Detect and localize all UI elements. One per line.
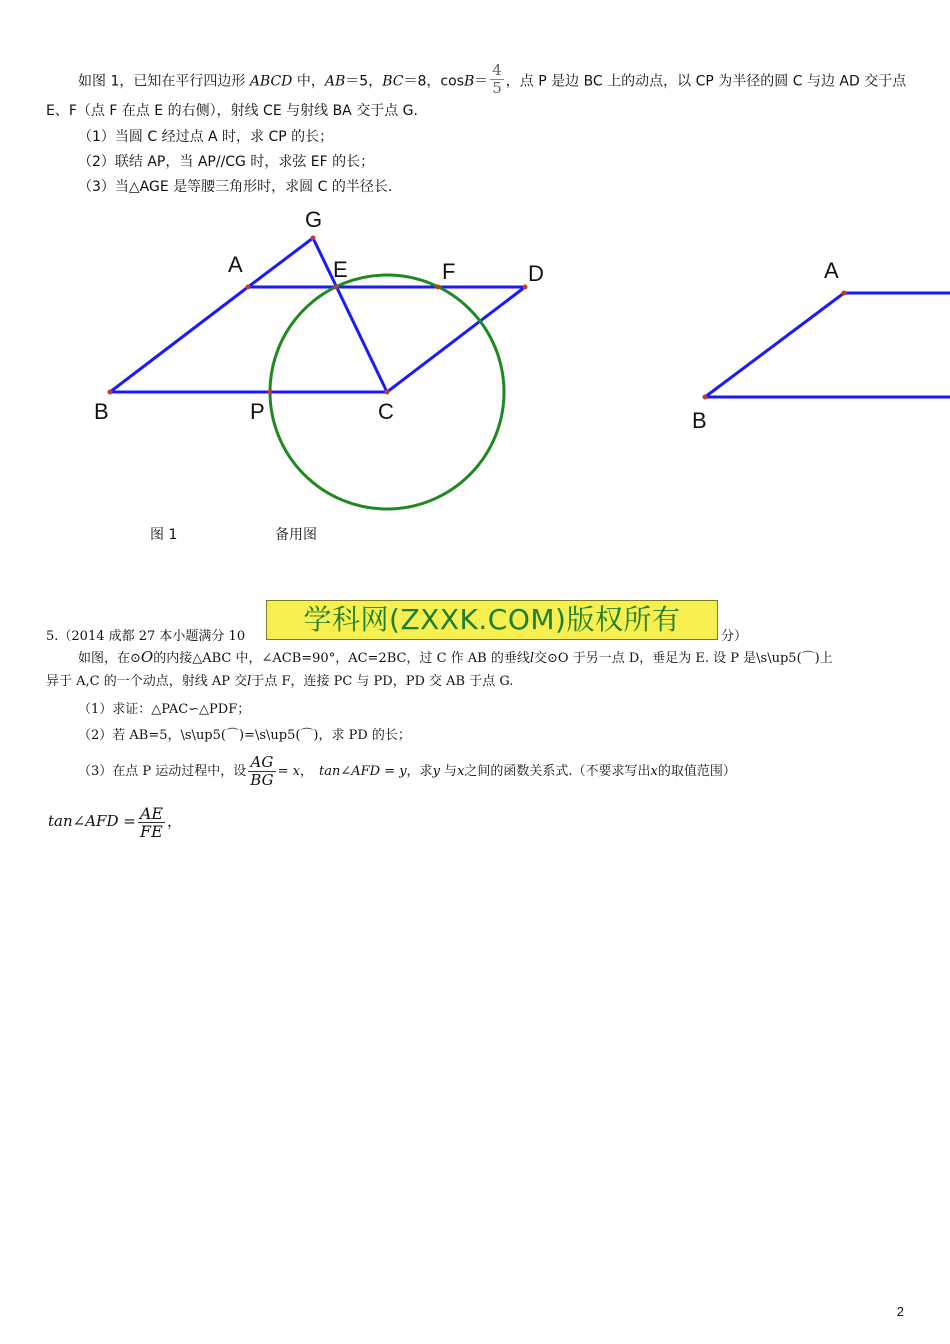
label-b-spare: B — [692, 408, 707, 430]
problem5-q3: （3）在点 P 运动过程中，设 $\frac{AG}{BG}$ = x， tan∠AFD = y，求y 与x之间的函数关系式.（不要求写出x的取值范围） — [78, 753, 736, 789]
label-b: B — [94, 399, 109, 424]
text: BC — [382, 73, 404, 90]
fraction-numerator: 4 — [492, 61, 502, 79]
text: x — [650, 764, 658, 779]
text: l — [247, 674, 252, 689]
point-a-spare — [842, 291, 847, 296]
text: AB — [324, 73, 346, 90]
fig1-caption: 图 1 — [150, 527, 178, 543]
ag-bg-fraction — [248, 754, 275, 789]
fig2-caption: 备用图 — [275, 527, 317, 543]
label-e: E — [333, 257, 348, 282]
problem5-q2: （2）若 AB=5，\s\up5(⌒)=\s\up5(⌒)，求 PD 的长； — [78, 728, 411, 743]
point-a — [246, 285, 251, 290]
text: ，求 — [406, 764, 433, 779]
point-c — [385, 390, 390, 395]
fraction-denominator: 5 — [492, 79, 502, 97]
text: y — [432, 764, 440, 779]
text: tan∠AFD = y — [318, 764, 407, 779]
point-d — [523, 285, 528, 290]
watermark-banner: 学科网(ZXXK.COM)版权所有 — [266, 600, 718, 640]
point-p — [268, 390, 273, 395]
problem5-header-right: 分） — [721, 629, 748, 644]
text: 异于 A,C 的一个动点，射线 AP 交 — [46, 674, 248, 689]
segment-ba — [110, 287, 248, 392]
text: 的取值范围） — [657, 764, 736, 779]
point-f — [436, 285, 441, 290]
text: 如图 1，已知在平行四边形 — [78, 73, 250, 90]
segment-ag — [248, 238, 313, 287]
text: ABCD — [249, 73, 293, 90]
problem4-q3: （3）当△AGE 是等腰三角形时，求圆 C 的半径长. — [78, 179, 393, 195]
label-p: P — [250, 399, 265, 424]
problem5-formula — [48, 798, 182, 844]
figure-1 — [0, 200, 600, 520]
label-a: A — [228, 252, 243, 277]
text: 中， — [292, 73, 325, 90]
label-a-spare: A — [824, 258, 839, 283]
text: ＝5， — [345, 73, 383, 90]
figure-spare — [680, 250, 950, 430]
text: 交⊙O 于另一点 D，垂足为 E. 设 P 是\s\up5(⌒)上 — [534, 651, 833, 666]
problem5-line1 — [78, 647, 833, 669]
text: B — [463, 73, 475, 90]
text: O — [140, 648, 154, 666]
segment-ba-spare — [705, 293, 844, 397]
fraction-denominator: FE — [140, 821, 163, 841]
label-c: C — [378, 399, 394, 424]
problem4-line2: E、F（点 F 在点 E 的右侧），射线 CE 与射线 BA 交于点 G. — [46, 103, 418, 119]
text: 的内接△ABC 中，∠ACB=90°，AC=2BC，过 C 作 AB 的垂线 — [153, 651, 530, 666]
fraction-denominator: BG — [250, 771, 274, 789]
fraction-numerator: AE — [139, 803, 164, 823]
problem4-line1 — [78, 61, 907, 99]
text: ，点 P 是边 BC 上的动点，以 CP 为半径的圆 C 与边 AD 交于点 — [505, 73, 907, 90]
text: ＝ — [474, 73, 489, 90]
text: 之间的函数关系式.（不要求写出 — [464, 764, 651, 779]
problem5-header-left: 5.（2014 成都 27 本小题满分 10 — [46, 629, 246, 644]
text: （3）在点 P 运动过程中，设 — [78, 764, 247, 779]
ae-fe-fraction — [138, 805, 165, 840]
text: l — [529, 651, 535, 666]
text: x — [457, 764, 465, 779]
problem5-line2 — [46, 672, 513, 692]
point-b-spare — [703, 395, 708, 400]
text: 与 — [439, 764, 458, 779]
fraction-numerator: AG — [248, 754, 275, 772]
text: ， — [167, 812, 183, 830]
point-g — [311, 236, 316, 241]
problem4-q1: （1）当圆 C 经过点 A 时，求 CP 的长； — [78, 129, 334, 145]
text: tan∠AFD = — [48, 812, 136, 830]
point-e — [334, 285, 339, 290]
label-f: F — [442, 259, 456, 284]
page-number: 2 — [896, 1304, 904, 1319]
text: = x — [277, 764, 300, 779]
text: ＝8，cos — [403, 73, 464, 90]
point-b — [108, 390, 113, 395]
label-d: D — [528, 261, 544, 286]
segment-gc — [313, 238, 387, 392]
text: 如图，在⊙ — [78, 651, 141, 666]
problem4-q2: （2）联结 AP，当 AP//CG 时，求弦 EF 的长； — [78, 154, 375, 170]
label-g: G — [305, 207, 323, 232]
cos-fraction — [490, 62, 504, 97]
text: 于点 F，连接 PC 与 PD，PD 交 AB 于点 G. — [251, 674, 514, 689]
problem5-q1: （1）求证：△PAC∽△PDF； — [78, 702, 251, 717]
